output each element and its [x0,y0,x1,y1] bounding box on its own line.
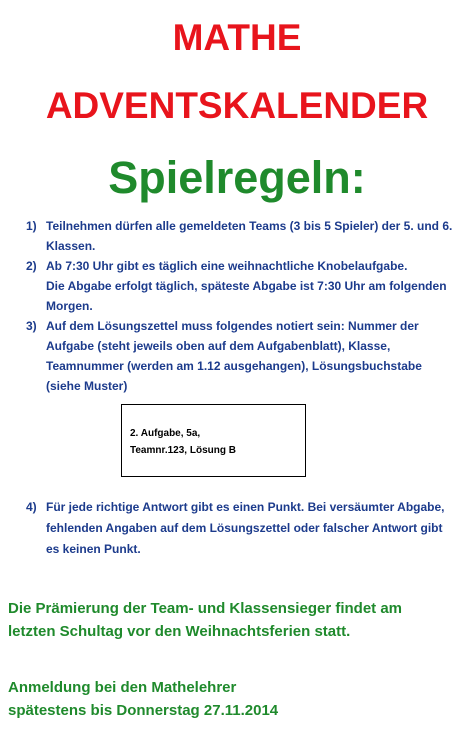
sample-answer-box [121,404,306,477]
registration-note [8,676,474,722]
rule-number: 4) [26,500,37,514]
rule-text-line: Teamnummer (werden am 1.12 ausgehangen), Lösungsbuchstabe [46,359,422,373]
award-note [8,597,474,643]
registration-deadline: spätestens bis Donnerstag 27.11.2014 [8,702,279,719]
rule-text-line: Teilnehmen dürfen alle gemeldeten Teams (3 bis 5 Spieler) der 5. und 6. [46,219,453,233]
rule-3 [26,316,472,396]
sample-line-team: Teamnr.123, Lösung B [130,445,236,456]
sample-answer-text [130,425,236,459]
rule-number: 2) [26,259,37,273]
rule-text-line: Klassen. [46,239,96,253]
rule-text-line: Die Abgabe erfolgt täglich, späteste Abgabe ist 7:30 Uhr am folgenden [46,279,447,293]
rule-text-line: Auf dem Lösungszettel muss folgendes notiert sein: Nummer der [46,319,419,333]
rule-text-line: Ab 7:30 Uhr gibt es täglich eine weihnachtliche Knobelaufgabe. [46,259,408,273]
award-note-line: letzten Schultag vor den Weihnachtsferien statt. [8,623,351,640]
rule-text-line: Für jede richtige Antwort gibt es einen Punkt. Bei versäumter Abgabe, [46,500,445,514]
rule-number: 1) [26,219,37,233]
rule-text-line: Aufgabe (steht jeweils oben auf dem Aufgabenblatt), Klasse, [46,339,391,353]
rule-1 [26,216,472,256]
rule-text-line: Morgen. [46,299,93,313]
rule-4 [26,497,472,560]
sample-line-task: 2. Aufgabe, 5a, [130,428,201,439]
title-adventskalender: ADVENTSKALENDER [45,85,429,126]
award-note-line: Die Prämierung der Team- und Klassensieger findet am [8,600,402,617]
registration-note-line: Anmeldung bei den Mathelehrer [8,679,237,696]
rule-text-line: es keinen Punkt. [46,542,141,556]
rules-list [26,216,472,396]
rule-number: 3) [26,319,37,333]
rule-2 [26,256,472,316]
subtitle-spielregeln: Spielregeln: [108,152,366,203]
rule-text-line: (siehe Muster) [46,379,128,393]
title-mathe: MATHE [172,17,302,58]
rule-text-line: fehlenden Angaben auf dem Lösungszettel oder falscher Antwort gibt [46,521,443,535]
